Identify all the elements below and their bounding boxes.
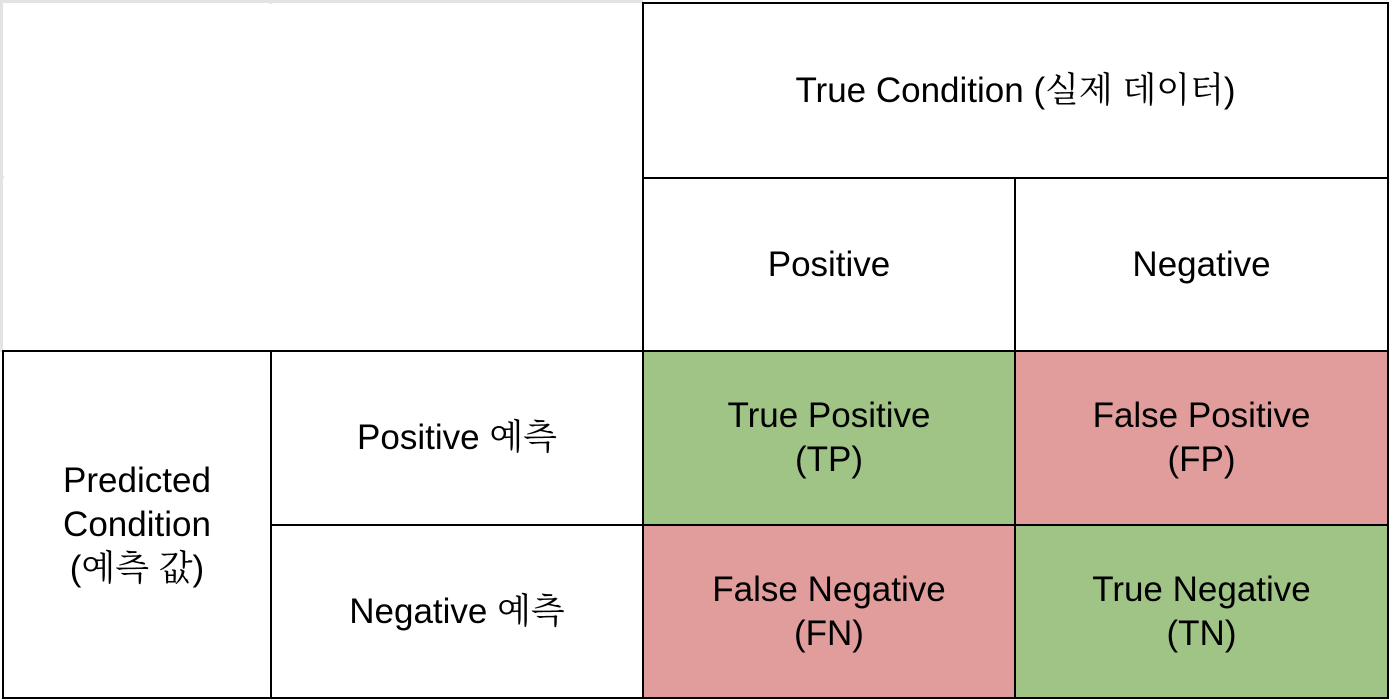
true-condition-header [643,3,1388,178]
sheet-gridline [0,176,4,178]
sheet-gridline [0,0,643,3]
table-border [642,2,644,699]
false-negative-label: False Negative [712,569,946,609]
true-positive-abbr: (TP) [794,440,864,479]
table-border [270,350,272,699]
cell-false-positive [1015,351,1388,525]
table-border [270,524,1389,526]
column-header-positive-label: Positive [767,244,891,284]
true-negative-abbr: (TN) [1166,613,1237,653]
false-positive-label: False Positive [1092,396,1311,435]
false-positive-abbr: (FP) [1167,440,1236,479]
cell-false-negative [643,525,1015,698]
row-header-positive [271,351,643,525]
table-border [1014,177,1016,699]
table-border [2,697,1389,699]
predicted-condition-line-1: Predicted [63,460,211,500]
row-header-negative-label: Negative 예측 [349,591,565,631]
table-border [642,2,1389,4]
predicted-condition-line-2: Condition [63,504,211,544]
cell-true-positive [643,351,1015,525]
true-negative-label: True Negative [1092,569,1311,609]
table-border [2,350,4,699]
table-border [2,350,1389,352]
row-header-negative [271,525,643,698]
false-negative-abbr: (FN) [794,613,864,653]
cell-true-negative [1015,525,1388,698]
row-header-positive-label: Positive 예측 [357,418,557,457]
column-header-negative-label: Negative [1132,244,1271,284]
sheet-gridline [270,0,272,4]
column-header-positive [643,178,1015,351]
predicted-condition-header [3,351,271,698]
true-condition-title: True Condition (실제 데이터) [795,70,1236,110]
true-positive-label: True Positive [727,396,931,435]
table-border [1387,2,1389,699]
column-header-negative [1015,178,1388,351]
predicted-condition-line-3: (예측 값) [69,548,205,588]
